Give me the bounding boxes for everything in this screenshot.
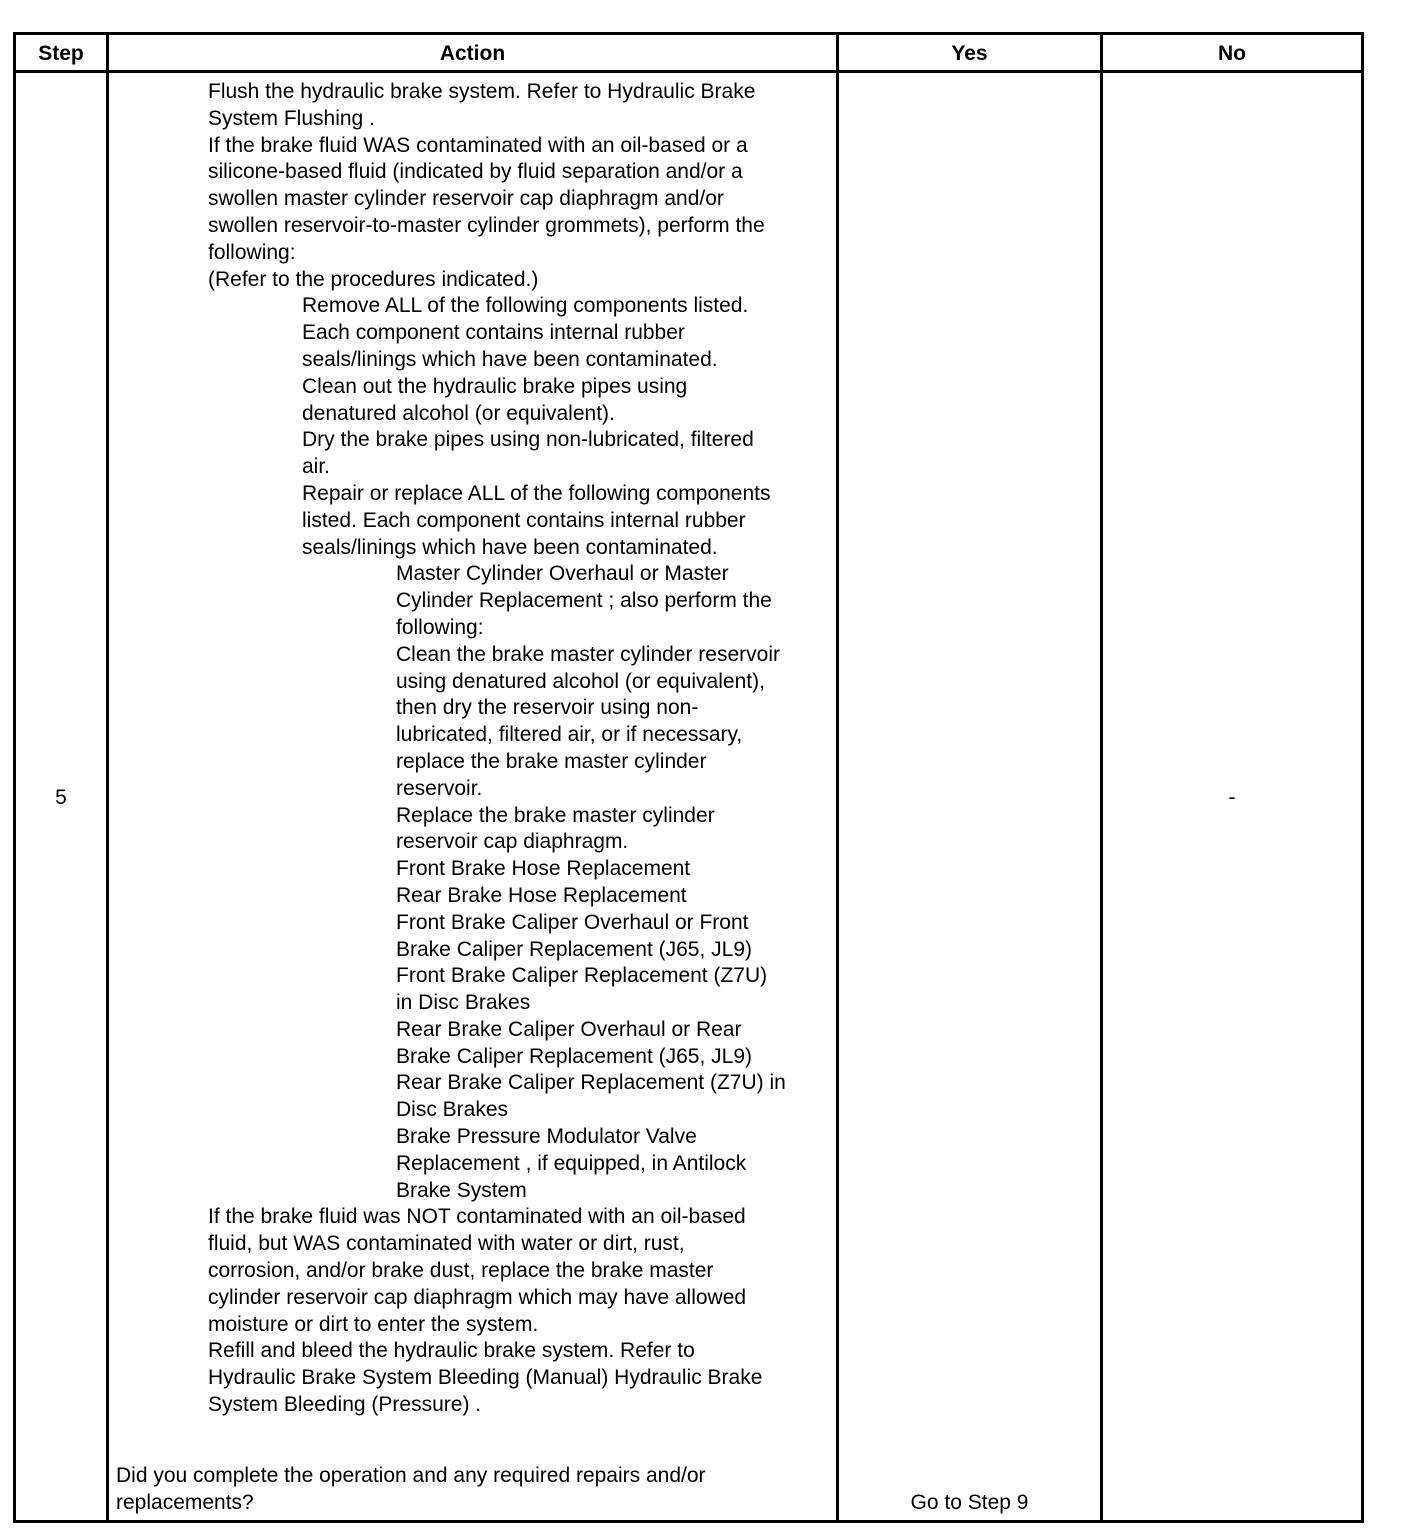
action-line: cylinder reservoir cap diaphragm which may have allowed — [208, 1285, 747, 1309]
no-result: - — [1228, 786, 1236, 809]
header-step: Step — [38, 42, 84, 65]
yes-result: Go to Step 9 — [910, 1491, 1029, 1514]
action-line: following: — [396, 615, 484, 639]
question-line: replacements? — [116, 1490, 254, 1514]
action-line: swollen reservoir-to-master cylinder grommets), perform the — [208, 213, 765, 237]
action-line: System Flushing . — [208, 106, 375, 130]
action-line: using denatured alcohol (or equivalent), — [396, 669, 765, 693]
action-line: moisture or dirt to enter the system. — [208, 1312, 539, 1336]
action-line: Each component contains internal rubber — [302, 321, 685, 345]
action-line: (Refer to the procedures indicated.) — [208, 267, 539, 291]
action-line: Flush the hydraulic brake system. Refer to Hydraulic Brake — [208, 80, 756, 103]
header-no: No — [1218, 42, 1246, 65]
action-line: air. — [302, 455, 331, 479]
action-line: Brake System — [396, 1178, 527, 1202]
step-number: 5 — [55, 786, 67, 809]
column-divider — [836, 35, 839, 1520]
action-line: Hydraulic Brake System Bleeding (Manual) Hydraulic Brake — [208, 1366, 763, 1390]
column-divider — [1100, 35, 1103, 1520]
action-line: listed. Each component contains internal rubber — [302, 508, 746, 532]
action-line: Cylinder Replacement ; also perform the — [396, 589, 772, 613]
procedure-table — [13, 32, 1364, 1523]
action-line: Front Brake Caliper Overhaul or Front — [396, 910, 749, 934]
action-line: denatured alcohol (or equivalent). — [302, 401, 615, 425]
action-line: following: — [208, 240, 296, 264]
action-line: lubricated, filtered air, or if necessary, — [396, 723, 743, 747]
action-line: Brake Pressure Modulator Valve — [396, 1125, 697, 1149]
action-line: Replace the brake master cylinder — [396, 803, 715, 827]
action-line: reservoir cap diaphragm. — [396, 830, 629, 854]
action-line: Master Cylinder Overhaul or Master — [396, 562, 729, 586]
action-line: Clean the brake master cylinder reservoir — [396, 642, 780, 666]
action-line: then dry the reservoir using non- — [396, 696, 699, 720]
action-line: swollen master cylinder reservoir cap diaphragm and/or — [208, 187, 724, 211]
header-action: Action — [439, 42, 506, 65]
action-line: reservoir. — [396, 776, 483, 800]
action-line: corrosion, and/or brake dust, replace the brake master — [208, 1259, 714, 1283]
action-line: System Bleeding (Pressure) . — [208, 1393, 482, 1417]
action-line: Remove ALL of the following components listed. — [302, 294, 749, 318]
action-line: Brake Caliper Replacement (J65, JL9) — [396, 937, 752, 961]
question-line: Did you complete the operation and any required repairs and/or — [116, 1464, 706, 1487]
column-divider — [106, 35, 109, 1520]
action-line: in Disc Brakes — [396, 991, 531, 1015]
action-line: Refill and bleed the hydraulic brake system. Refer to — [208, 1339, 695, 1363]
action-line: Brake Caliper Replacement (J65, JL9) — [396, 1044, 752, 1068]
action-line: Rear Brake Hose Replacement — [396, 883, 687, 907]
action-line: Replacement , if equipped, in Antilock — [396, 1151, 747, 1175]
action-line: fluid, but WAS contaminated with water or dirt, rust, — [208, 1232, 685, 1256]
action-question — [116, 1463, 706, 1517]
action-line: If the brake fluid WAS contaminated with an oil-based or a — [208, 133, 748, 157]
action-line: Dry the brake pipes using non-lubricated, filtered — [302, 428, 754, 452]
action-line: Repair or replace ALL of the following components — [302, 481, 771, 505]
action-line: Rear Brake Caliper Overhaul or Rear — [396, 1017, 742, 1041]
action-line: Front Brake Caliper Replacement (Z7U) — [396, 964, 768, 988]
action-line: If the brake fluid was NOT contaminated with an oil-based — [208, 1205, 746, 1229]
action-line: seals/linings which have been contaminated. — [302, 347, 718, 371]
action-line: seals/linings which have been contaminated. — [302, 535, 718, 559]
action-line: Rear Brake Caliper Replacement (Z7U) in — [396, 1071, 786, 1095]
header-yes: Yes — [951, 42, 988, 65]
action-line: Disc Brakes — [396, 1098, 509, 1122]
action-instructions — [116, 79, 786, 1419]
action-line: Clean out the hydraulic brake pipes using — [302, 374, 688, 398]
action-line: Front Brake Hose Replacement — [396, 857, 691, 881]
action-line: silicone-based fluid (indicated by fluid separation and/or a — [208, 160, 743, 184]
action-line: replace the brake master cylinder — [396, 749, 707, 773]
